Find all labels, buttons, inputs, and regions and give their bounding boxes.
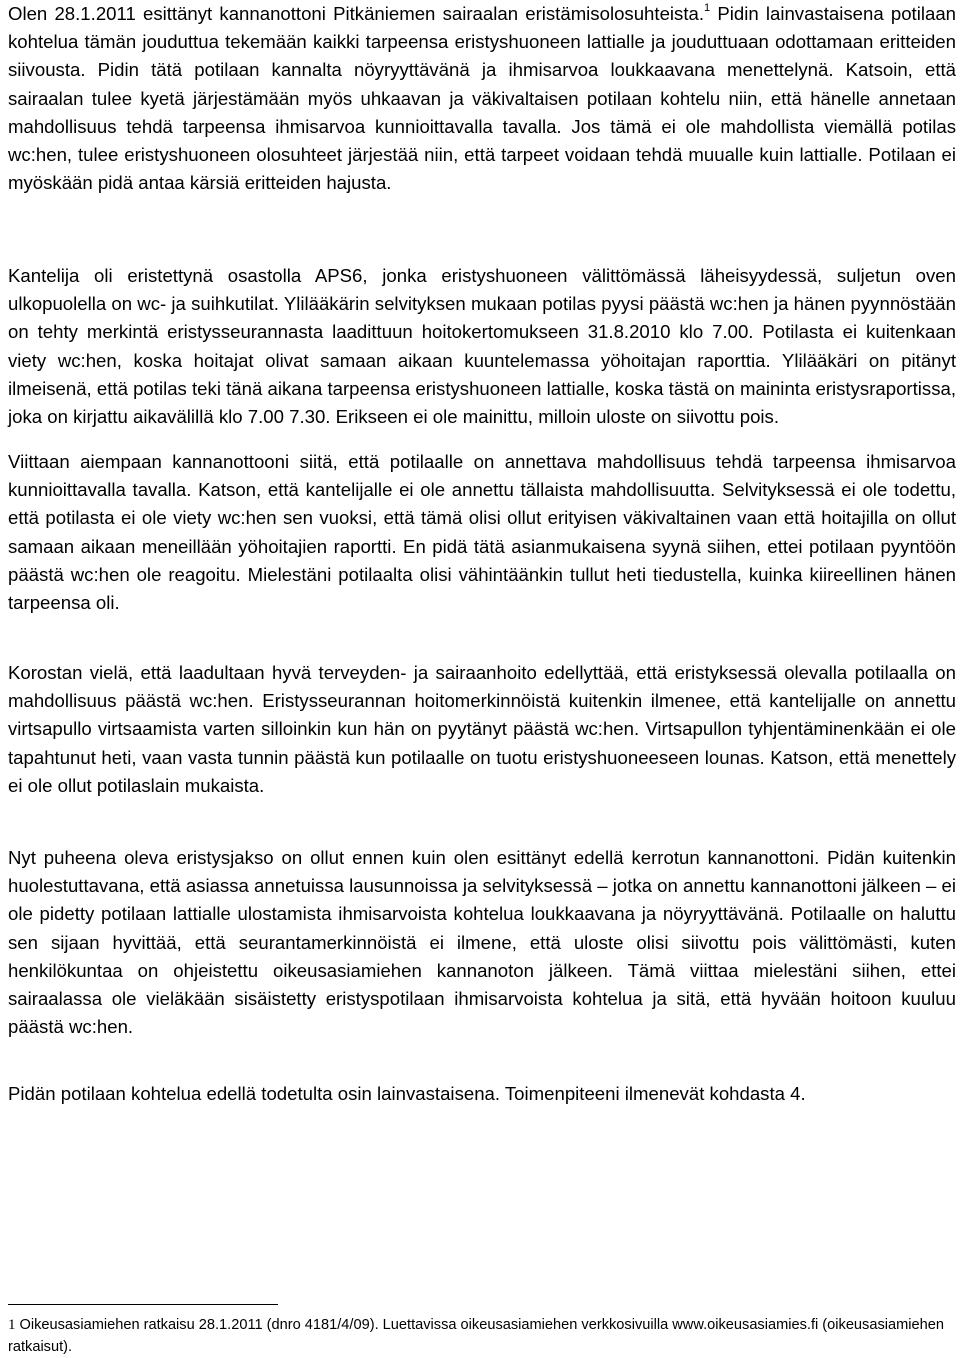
footnote-number: 1 — [8, 1317, 16, 1333]
paragraph-conclusion: Pidän potilaan kohtelua edellä todetulta osin lainvastaisena. Toimenpiteeni ilmenevät kohdasta 4. — [8, 1083, 806, 1104]
paragraph-complainant-isolation: Kantelija oli eristettynä osastolla APS6, jonka eristyshuoneen välittömässä läheisyydessä, suljetun oven ulkopuolella on wc- ja suihkutilat. Ylilääkärin selvityksen mukaan potilas pyysi päästä wc:hen ja hänen pyynnöstään on tehty merkintä eristysseurannasta laadittuun hoitokertomukseen 31.8.2010 klo 7.00. Potilasta ei kuitenkaan viety wc:hen, koska hoitajat olivat samaan aikaan kuuntelemassa yöhoitajan raporttia. Ylilääkäri on pitänyt ilmeisenä, että potilas teki tänä aikana tarpeensa eristyshuoneen lattialle, koska tästä on maininta eristysraportissa, joka on kirjattu aikavälillä klo 7.00 7.30. Erikseen ei ole mainittu, milloin uloste on siivottu pois. — [8, 265, 956, 428]
paragraph-isolation-period: Nyt puheena oleva eristysjakso on ollut ennen kuin olen esittänyt edellä kerrotun kannanottoni. Pidän kuitenkin huolestuttavana, että asiassa annetuissa lausunnoissa ja selvityksessä – jotka on annettu kannanottoni jälkeen – ei ole pidetty potilaan lattialle ulostamista ihmisarvoista kohtelua loukkaavana ja nöyryyttävänä. Potilaalle on haluttu sen sijaan hyvittää, että seurantamerkinnöistä ei ilmene, että uloste olisi siivottu pois välittömästi, kuten henkilökuntaa on ohjeistettu oikeusasiamiehen kannanoton jälkeen. Tämä viittaa mielestäni siihen, ettei sairaalassa ole vieläkään sisäistetty eristyspotilaan ihmisarvoista kohtelua ja sitä, että hyvään hoitoon kuuluu päästä wc:hen. — [8, 847, 956, 1038]
paragraph-text: Olen 28.1.2011 esittänyt kannanottoni Pitkäniemen sairaalan eristämisolosuhteista. — [8, 3, 705, 24]
footnote-reference[interactable]: 1 — [704, 1, 711, 14]
paragraph-previous-statement — [8, 0, 956, 197]
paragraph-reference-earlier-statement: Viittaan aiempaan kannanottooni siitä, että potilaalle on annettava mahdollisuus tehdä tarpeensa ihmisarvoa kunnioittavalla tavalla. Katson, että kantelijalle ei ole annettu tällaista mahdollisuutta. Selvityksessä ei ole todettu, että potilasta ei ole viety wc:hen sen vuoksi, että tämä olisi ollut erityisen väkivaltainen vaan että hoitajilla on ollut samaan aikaan meneillään yöhoitajien raportti. En pidä tätä asianmukaisena syynä siihen, ettei potilaan pyyntöön päästä wc:hen ole reagoitu. Mielestäni potilaalta olisi vähintäänkin tullut heti tiedustella, kuinka kiireellinen hänen tarpeensa oli. — [8, 451, 956, 614]
footnote-separator — [8, 1304, 278, 1305]
footnote — [8, 1314, 956, 1358]
paragraph-text: Pidin lainvastaisena potilaan kohtelua tämän jouduttua tekemään kaikki tarpeensa eristyshuoneen lattialle ja jouduttuaan odottamaan eritteiden siivousta. Pidin tätä potilaan kannalta nöyryyttävänä ja ihmisarvoa loukkaavana menettelynä. Katsoin, että sairaalan tulee kyetä järjestämään myös uhkaavan ja väkivaltaisen potilaan kohtelu niin, että hänelle annetaan mahdollisuus tehdä tarpeensa ihmisarvoa kunnioittavalla tavalla. Jos tämä ei ole mahdollista viemällä potilas wc:hen, tulee eristyshuoneen olosuhteet järjestää niin, että tarpeet voidaan tehdä muualle kuin lattialle. Potilaan ei myöskään pidä antaa kärsiä eritteiden hajusta. — [8, 3, 957, 194]
footnote-text: Oikeusasiamiehen ratkaisu 28.1.2011 (dnro 4181/4/09). Luettavissa oikeusasiamiehen verkkosivuilla www.oikeusasiamies.fi (oikeusasiamiehen ratkaisut). — [8, 1317, 944, 1355]
paragraph-emphasis-wc-access: Korostan vielä, että laadultaan hyvä terveyden- ja sairaanhoito edellyttää, että eristyksessä olevalla potilaalla on mahdollisuus päästä wc:hen. Eristysseurannan hoitomerkinnöistä kuitenkin ilmenee, että kantelijalle on annettu virtsapullo virtsaamista varten silloinkin kun hän on pyytänyt päästä wc:hen. Virtsapullon tyhjentäminenkään ei ole tapahtunut heti, vaan vasta tunnin päästä kun potilaalle on tuotu eristyshuoneeseen lounas. Katson, että menettely ei ole ollut potilaslain mukaista. — [8, 662, 956, 796]
